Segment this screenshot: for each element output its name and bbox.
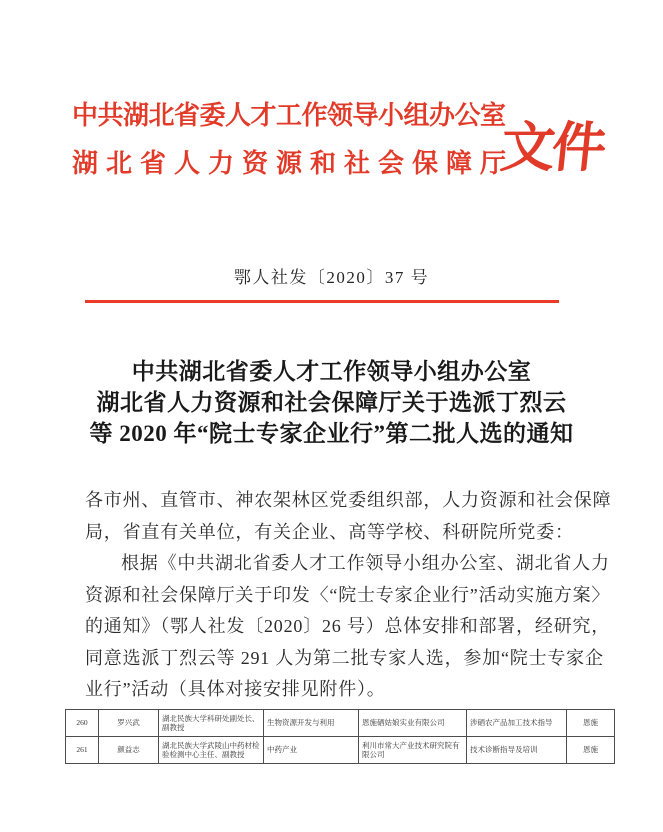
- letterhead-org-line-2: 湖北省人力资源和社会保障厅: [72, 149, 515, 178]
- body-line-6: 同意选派丁烈云等 291 人为第二批专家人选，参加“院士专家企: [85, 647, 604, 668]
- cell-company: 恩施硒姑娘实业有限公司: [359, 710, 467, 737]
- letterhead-org-line-1: 中共湖北省委人才工作领导小组办公室: [72, 101, 506, 130]
- cell-expert-title: 湖北民族大学科研处副处长、副教授: [159, 710, 264, 737]
- notice-title: [0, 356, 663, 449]
- cell-service-content: 技术诊断指导及培训: [467, 737, 567, 764]
- notice-title-line-2: 湖北省人力资源和社会保障厅关于选派丁烈云: [96, 390, 567, 415]
- letterhead-file-mark: 文件: [497, 118, 607, 178]
- cell-expert-name: 罗兴武: [99, 710, 159, 737]
- red-divider-line: [85, 300, 559, 303]
- expert-roster-table: [65, 709, 615, 764]
- notice-body: [85, 485, 612, 706]
- table-row: [66, 710, 615, 737]
- cell-company: 利川市常大产业技术研究院有限公司: [359, 737, 467, 764]
- cell-row-number: 260: [66, 710, 99, 737]
- table-row: [66, 737, 615, 764]
- body-line-5: 的通知》（鄂人社发〔2020〕26 号）总体安排和部署，经研究，: [85, 616, 611, 636]
- cell-city: 恩施: [567, 737, 615, 764]
- body-line-7: 业行”活动（具体对接安排见附件）。: [85, 679, 386, 699]
- cell-service-content: 涉硒农产品加工技术指导: [467, 710, 567, 737]
- body-line-1: 各市州、直管市、神农架林区党委组织部，人力资源和社会保障: [85, 490, 612, 510]
- doc-number: 鄂人社发〔2020〕37 号: [233, 268, 430, 287]
- cell-city: 恩施: [567, 710, 615, 737]
- cell-industry-field: 生物资源开发与利用: [264, 710, 359, 737]
- body-line-3: 根据《中共湖北省委人才工作领导小组办公室、湖北省人力: [121, 553, 610, 573]
- notice-title-line-3: 等 2020 年“院士专家企业行”第二批人选的通知: [89, 421, 574, 446]
- body-line-4: 资源和社会保障厅关于印发〈“院士专家企业行”活动实施方案〉: [85, 584, 611, 605]
- cell-expert-name: 颜益志: [99, 737, 159, 764]
- notice-title-line-1: 中共湖北省委人才工作领导小组办公室: [131, 359, 532, 384]
- cell-expert-title: 湖北民族大学武陵山中药材检验检测中心主任、副教授: [159, 737, 264, 764]
- cell-row-number: 261: [66, 737, 99, 764]
- cell-industry-field: 中药产业: [264, 737, 359, 764]
- body-line-2: 局，省直有关单位，有关企业、高等学校、科研院所党委：: [85, 521, 574, 542]
